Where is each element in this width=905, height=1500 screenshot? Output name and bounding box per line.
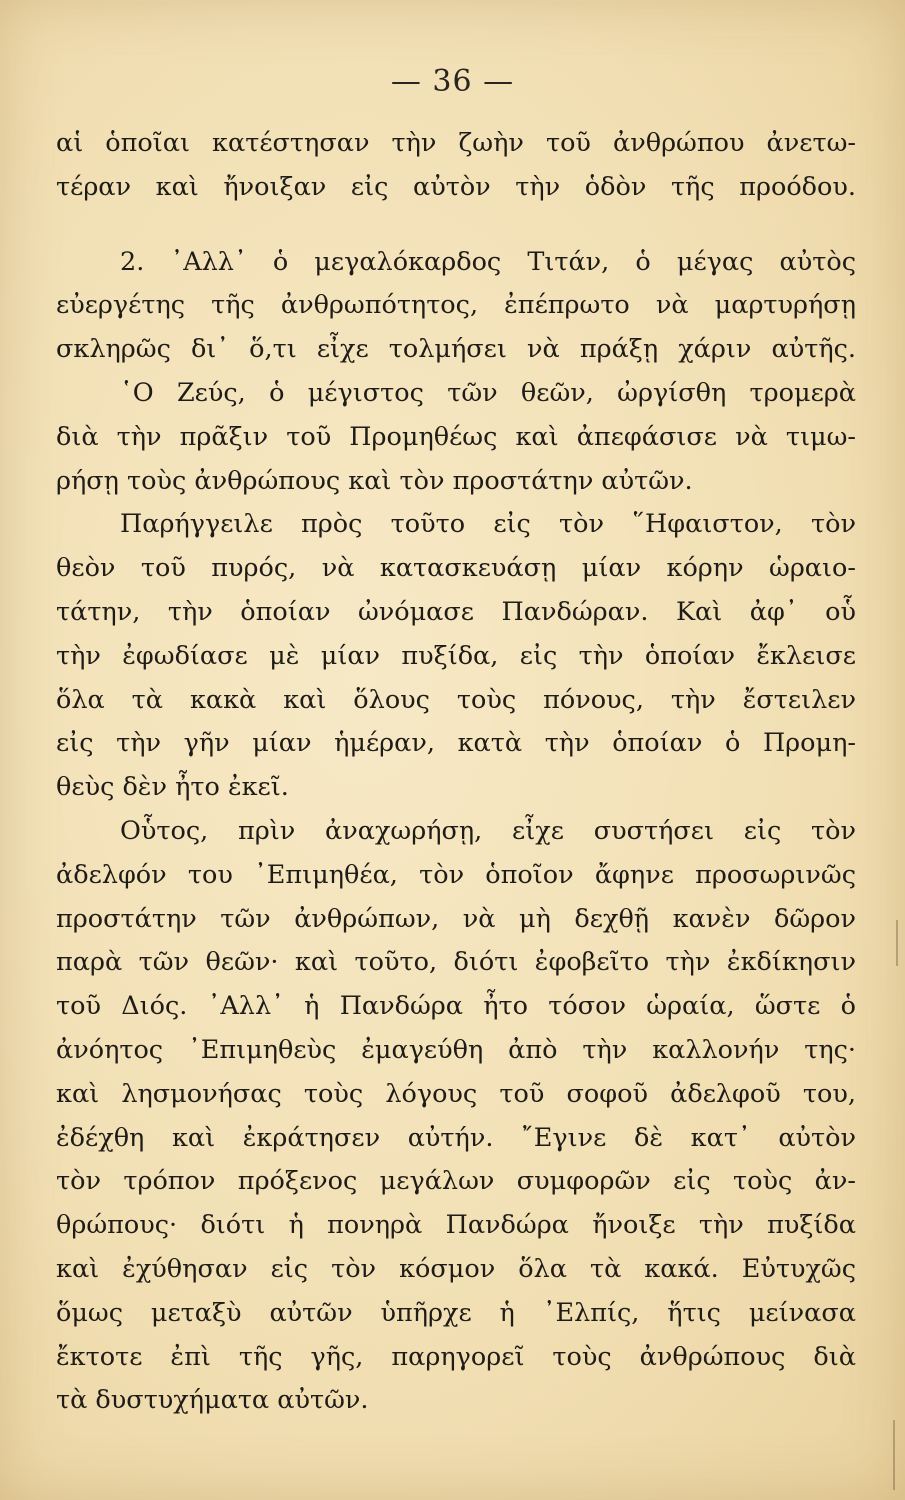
text-line: καὶ ἐχύθησαν εἰς τὸν κόσμον ὅλα τὰ κακά. Εὐτυχῶς: [56, 1253, 856, 1284]
text-line: τέραν καὶ ἤνοιξαν εἰς αὐτὸν τὴν ὁδὸν τῆς προόδου.: [56, 171, 856, 202]
text-line: ἀνόητος ᾿Επιμηθεὺς ἐμαγεύθη ἀπὸ τὴν καλλονήν της·: [56, 1034, 856, 1065]
text-line: Παρήγγειλε πρὸς τοῦτο εἰς τὸν ῞Ηφαιστον, τὸν: [120, 509, 856, 540]
text-line: καὶ λησμονήσας τοὺς λόγους τοῦ σοφοῦ ἀδελφοῦ του,: [56, 1078, 856, 1109]
text-line: Οὗτος, πρὶν ἀναχωρήσῃ, εἶχε συστήσει εἰς τὸν: [120, 815, 856, 846]
text-line: θρώπους· διότι ἡ πονηρὰ Πανδώρα ἤνοιξε τὴν πυξίδα: [56, 1210, 856, 1241]
text-line: θεὸν τοῦ πυρός, νὰ κατασκευάσῃ μίαν κόρην ὡραιο-: [56, 553, 856, 584]
page-number: — 36 —: [390, 64, 515, 99]
text-line: αἱ ὁποῖαι κατέστησαν τὴν ζωὴν τοῦ ἀνθρώπου ἀνετω-: [56, 128, 856, 158]
text-line: 2. ᾿Αλλ᾿ ὁ μεγαλόκαρδος Τιτάν, ὁ μέγας αὐτὸς: [120, 246, 856, 277]
text-line: τάτην, τὴν ὁποίαν ὠνόμασε Πανδώραν. Καὶ ἀφ᾿ οὗ: [56, 596, 856, 627]
text-line: θεὺς δὲν ἦτο ἐκεῖ.: [56, 772, 289, 803]
text-line: εὐεργέτης τῆς ἀνθρωπότητος, ἐπέπρωτο νὰ μαρτυρήσῃ: [56, 290, 856, 321]
margin-mark: [893, 1420, 895, 1490]
page-text: [56, 122, 856, 1423]
text-line: ῾Ο Ζεύς, ὁ μέγιστος τῶν θεῶν, ὠργίσθη τρομερὰ: [120, 377, 856, 408]
text-line: τὸν τρόπον πρόξενος μεγάλων συμφορῶν εἰς τοὺς ἀν-: [56, 1166, 856, 1197]
text-line: σκληρῶς δι᾿ ὅ,τι εἶχε τολμήσει νὰ πράξῃ χάριν αὐτῆς.: [56, 334, 856, 365]
margin-mark: [896, 920, 898, 966]
text-line: τὰ δυστυχήματα αὐτῶν.: [56, 1385, 369, 1416]
text-line: ἔκτοτε ἐπὶ τῆς γῆς, παρηγορεῖ τοὺς ἀνθρώπους διὰ: [56, 1341, 856, 1372]
text-line: τοῦ Διός. ᾿Αλλ᾿ ἡ Πανδώρα ἦτο τόσον ὡραία, ὥστε ὁ: [56, 991, 856, 1022]
text-line: τὴν ἐφωδίασε μὲ μίαν πυξίδα, εἰς τὴν ὁποίαν ἔκλεισε: [56, 640, 856, 671]
text-line: εἰς τὴν γῆν μίαν ἡμέραν, κατὰ τὴν ὁποίαν ὁ Προμη-: [56, 728, 856, 759]
text-line: παρὰ τῶν θεῶν· καὶ τοῦτο, διότι ἐφοβεῖτο τὴν ἐκδίκησιν: [56, 947, 856, 978]
text-line: ὅμως μεταξὺ αὐτῶν ὑπῆρχε ἡ ᾿Ελπίς, ἥτις μείνασα: [56, 1297, 856, 1328]
text-line: διὰ τὴν πρᾶξιν τοῦ Προμηθέως καὶ ἀπεφάσισε νὰ τιμω-: [56, 421, 856, 452]
text-line: ρήσῃ τοὺς ἀνθρώπους καὶ τὸν προστάτην αὐτῶν.: [56, 465, 693, 496]
text-line: ἐδέχθη καὶ ἐκράτησεν αὐτήν. ῎Εγινε δὲ κατ᾿ αὐτὸν: [56, 1122, 856, 1153]
text-line: ὅλα τὰ κακὰ καὶ ὅλους τοὺς πόνους, τὴν ἔστειλεν: [56, 684, 856, 715]
text-line: ἀδελφόν του ᾿Επιμηθέα, τὸν ὁποῖον ἄφηνε προσωρινῶς: [56, 859, 856, 890]
text-line: προστάτην τῶν ἀνθρώπων, νὰ μὴ δεχθῇ κανὲν δῶρον: [56, 903, 856, 934]
